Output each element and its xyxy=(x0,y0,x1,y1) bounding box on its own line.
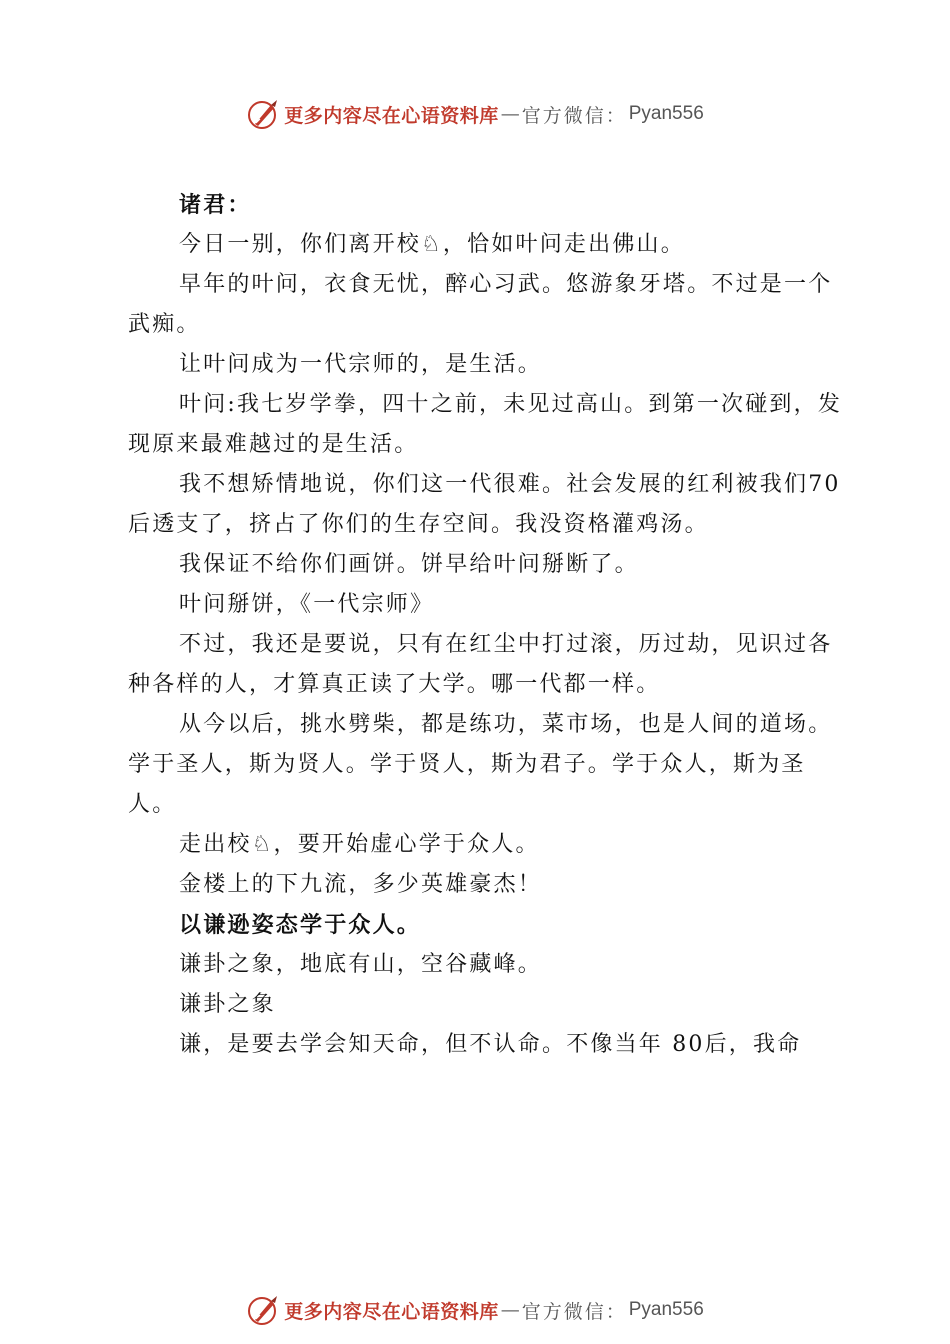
footer-wechat-id: Pyan556 xyxy=(628,1299,704,1320)
paragraph: 谦，是要去学会知天命，但不认命。不像当年 80后，我命 xyxy=(179,1032,802,1057)
salutation: 诸君： xyxy=(179,192,252,218)
header-banner-inner xyxy=(246,97,704,131)
quill-pen-icon xyxy=(246,97,280,131)
paragraph: 不过，我还是要说，只有在红尘中打过滚，历过劫，见识过各种各样的人，才算真正读了大学。哪一代都一样。 xyxy=(128,632,833,697)
footer-banner-inner xyxy=(246,1293,704,1327)
letter-body xyxy=(128,185,848,1065)
paragraph: 早年的叶问，衣食无忧，醉心习武。悠游象牙塔。不过是一个武痴。 xyxy=(128,272,833,337)
paragraph: 谦卦之象 xyxy=(179,992,276,1017)
paragraph: 走出校♘，要开始虚心学于众人。 xyxy=(179,832,540,857)
header-wechat-id: Pyan556 xyxy=(628,103,704,124)
paragraph: 叶问掰饼，《一代宗师》 xyxy=(179,592,435,617)
quill-pen-icon xyxy=(246,1293,280,1327)
header-brand-text: 更多内容尽在心语资料库 xyxy=(284,104,499,127)
paragraph: 叶问:我七岁学拳，四十之前，未见过高山。到第一次碰到，发现原来最难越过的是生活。 xyxy=(128,392,843,457)
paragraph: 让叶问成为一代宗师的，是生活。 xyxy=(179,352,543,377)
section-heading: 以谦逊姿态学于众人。 xyxy=(179,912,422,938)
paragraph: 我不想矫情地说，你们这一代很难。社会发展的红利被我们70后透支了，挤占了你们的生存空间。我没资格灌鸡汤。 xyxy=(128,472,841,537)
page-header-banner xyxy=(0,94,950,134)
header-wechat-label: 官方微信： xyxy=(521,104,627,127)
paragraph: 谦卦之象，地底有山，空谷藏峰。 xyxy=(179,952,543,977)
paragraph: 金楼上的下九流，多少英雄豪杰！ xyxy=(179,872,543,897)
footer-brand-text: 更多内容尽在心语资料库 xyxy=(284,1300,499,1323)
paragraph: 从今以后，挑水劈柴，都是练功，菜市场，也是人间的道场。学于圣人，斯为贤人。学于贤人，斯为君子。学于众人，斯为圣人。 xyxy=(128,712,833,817)
page-footer-banner xyxy=(0,1290,950,1330)
header-dash: — xyxy=(500,103,520,125)
footer-dash: — xyxy=(500,1299,520,1321)
paragraph: 今日一别，你们离开校♘，恰如叶问走出佛山。 xyxy=(179,232,685,257)
paragraph: 我保证不给你们画饼。饼早给叶问掰断了。 xyxy=(179,552,639,577)
footer-wechat-label: 官方微信： xyxy=(521,1300,627,1323)
